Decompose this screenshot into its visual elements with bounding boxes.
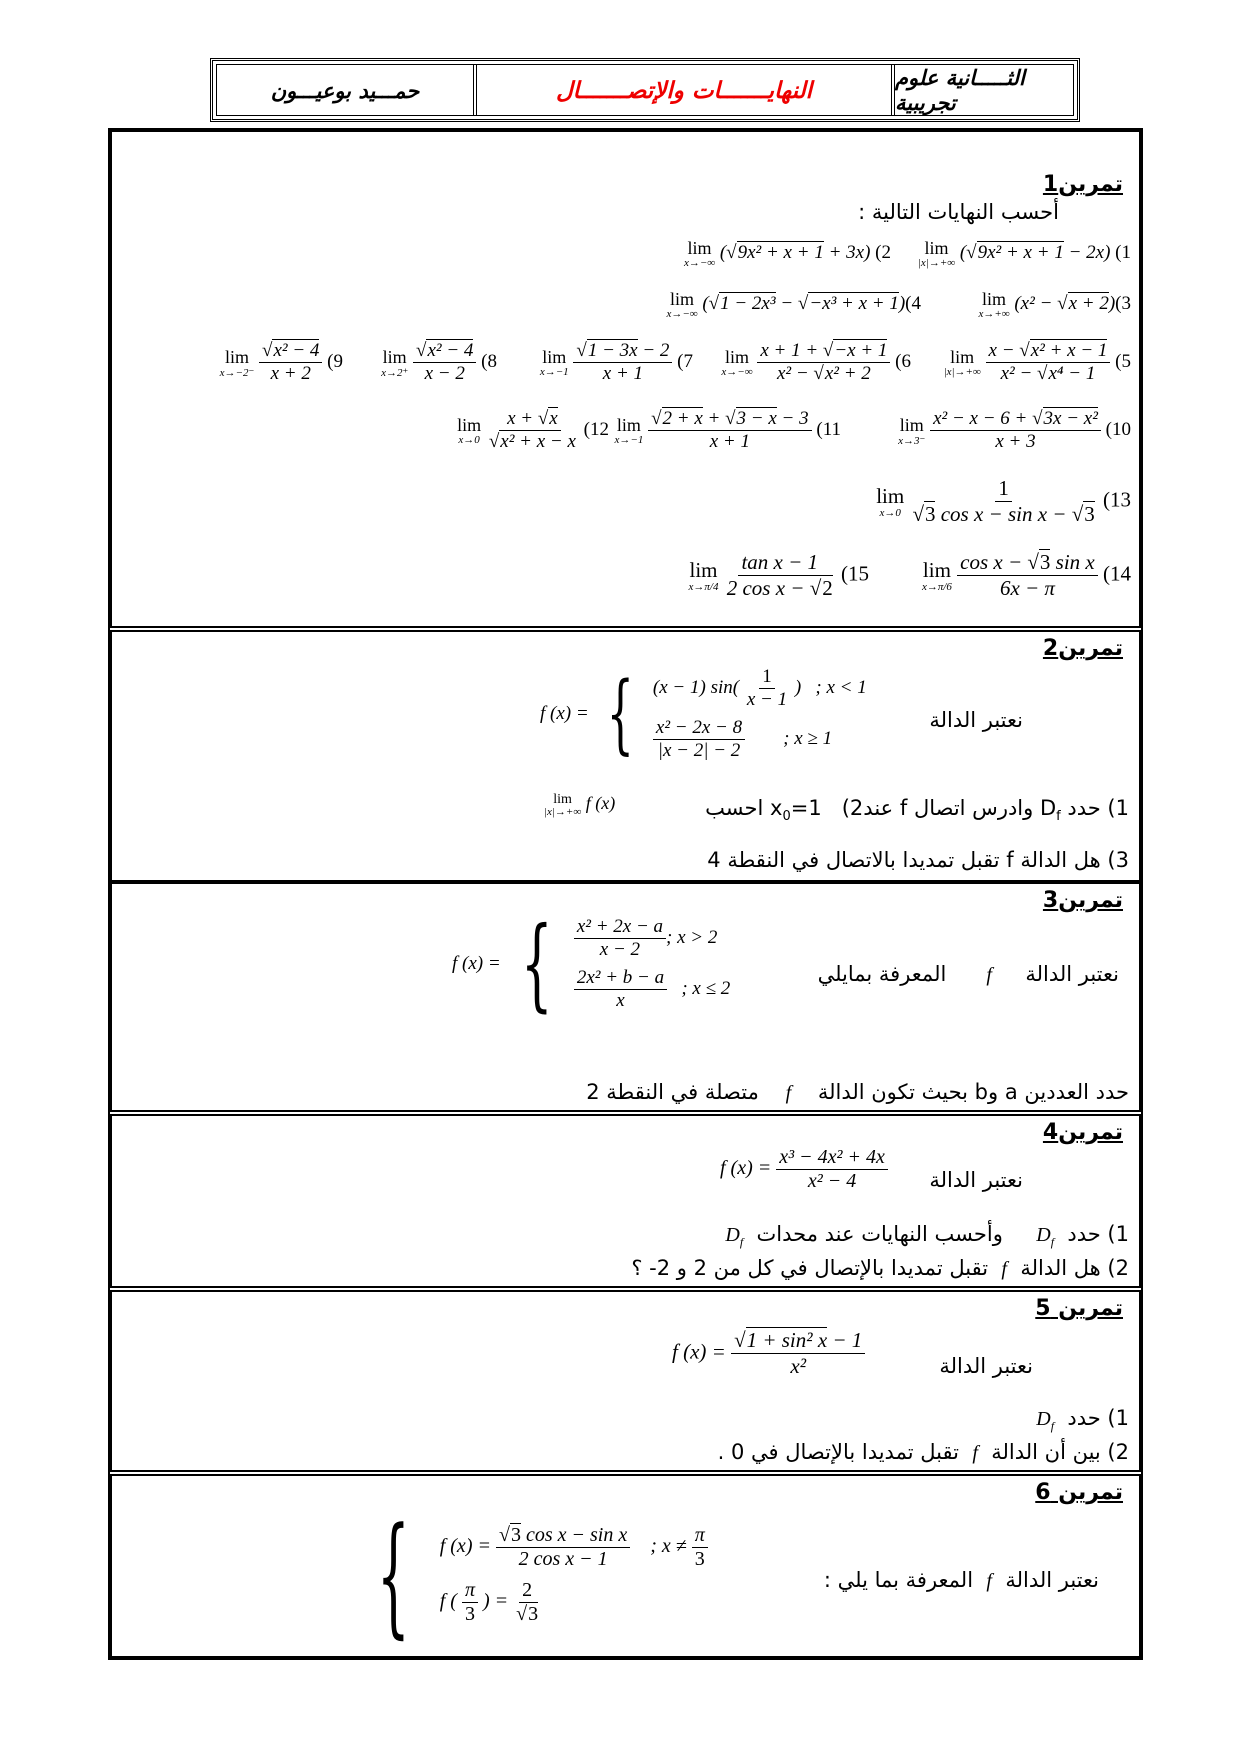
limit-11: lim x→−1 $\frac{√2 + x + √3 - x - 3}{x + 1}$ (11 [614, 408, 841, 452]
exercise-6-intro: نعتبر الدالة f المعرفة بما يلي : [823, 1568, 1099, 1592]
exercise-4-intro: نعتبر الدالة [929, 1168, 1023, 1192]
limit-3: lim x→+∞ (x² − √x + 2)(3 [978, 289, 1131, 320]
limit-12: lim x→0 $\frac{x + √x}{\text{√x² + x − x}}$ (12 [457, 408, 609, 452]
limit-4: lim x→−∞ (√1 − 2x³ − √−x³ + x + 1)(4 [666, 289, 921, 320]
exercise-4-q2: 2) هل الدالة f تقبل تمديدا بالإتصال في كل من 2 و 2- ؟ [631, 1256, 1129, 1280]
limit-6: lim x→−∞ $\frac{x + 1 + √-x + 1}{\text{x² − √x² + 2}}$ (6 [721, 340, 911, 384]
header-title: النهايـــــــات والإتصـــــــال [477, 65, 895, 115]
exercise-2-title: تمرين2 [1042, 636, 1123, 661]
exercise-1-title: تمرين1 [1042, 172, 1123, 197]
exercise-2-q3: 3) هل الدالة f تقبل تمديدا بالاتصال في النقطة 4 [707, 848, 1129, 872]
exercise-4 [110, 1114, 1141, 1288]
limit-5: lim |x|→+∞ $\frac{\text{x − √x² + x − 1}}{\text{x² − √x⁴ − 1}}$ (5 [943, 340, 1131, 384]
limit-7: lim x→−1 $\frac{√1 - 3x - 2}{x + 1}$ (7 [539, 340, 693, 384]
header [210, 58, 1080, 122]
header-author: حمـــيد بوعيـــون [217, 65, 477, 115]
limit-2: lim x→−∞ (√9x² + x + 1 + 3x) (2 [683, 238, 891, 269]
exercise-2-function: f (x) = { (x − 1) sin( $\frac{1}{x - 1}$ ) ; x < 1 $\frac{\text{x² − 2x − 8}}{|x - 2| - 2}$ ; x ≥ 1 [540, 664, 867, 764]
exercise-5-intro: نعتبر الدالة [939, 1354, 1033, 1378]
limit-1: lim |x|→+∞ (√9x² + x + 1 − 2x) (1 [917, 238, 1131, 269]
exercise-5-q1: 1) حدد $D_f$ [1036, 1406, 1129, 1433]
limit-8: lim x→2⁺ $\frac{\text{√x² − 4}}{x - 2}$ (8 [381, 340, 497, 384]
exercise-2 [110, 630, 1141, 882]
exercise-4-title: تمرين4 [1042, 1120, 1123, 1145]
exercise-5-q2: 2) بين أن الدالة f تقبل تمديدا بالإتصال في 0 . [717, 1440, 1129, 1464]
exercise-5-title: تمرين 5 [1035, 1296, 1123, 1321]
exercise-2-q1-q2: 1) حدد $D_f$ وادرس اتصال f عندx$_0$=1 (2 احسب [705, 796, 1129, 825]
exercise-3 [110, 882, 1141, 1112]
exercise-1-instruction: أحسب النهايات التالية : [858, 200, 1059, 224]
exercise-3-function: f (x) = { $\frac{\text{x² + 2x − a}}{x - 2}$ ; x > 2 $\frac{\text{2x² + b − a}}{x}$ ; x ≤ 2 [452, 905, 731, 1022]
exercise-3-title: تمرين3 [1042, 888, 1123, 913]
exercise-4-q1: 1) حدد $D_f$ وأحسب النهايات عند محدات $D_f$ [725, 1222, 1129, 1249]
limit-10: lim x→3⁻ $\frac{\text{x² − x − 6 + √3x − x²}}{x + 3}$ (10 [898, 408, 1131, 452]
exercise-2-limit: lim |x|→+∞ f (x) [544, 792, 616, 818]
limit-15: lim x→π/4 $\frac{\text{tan x − 1}}{\text{2 cos x − √2}}$ (15 [688, 550, 869, 600]
exercise-2-intro: نعتبر الدالة [929, 708, 1023, 732]
exercise-3-question: حدد العددين a وb بحيث تكون الدالة f متصلة في النقطة 2 [586, 1080, 1129, 1104]
limit-9: lim x→−2⁻ $\frac{\text{√x² − 4}}{x + 2}$ (9 [219, 340, 343, 384]
exercise-6-function: { f (x) = $\frac{\text{√3 cos x − sin x}}{\text{2 cos x − 1}}$ ; x ≠ $\frac{\pi}{3}$ f ( $\frac{\pi}{3}$ ) = $\frac{2}{√3}$ [352, 1510, 708, 1640]
header-level: الثـــــانية علوم تجريبية [895, 65, 1025, 115]
exercise-5 [110, 1290, 1141, 1472]
exercise-6 [110, 1474, 1141, 1658]
exercise-4-function: f (x) = $\frac{\text{x³ − 4x² + 4x}}{\text{x² − 4}}$ [720, 1146, 888, 1193]
exercise-5-function: f (x) = $\frac{\text{√1 + sin² x − 1}}{\text{x²}}$ [672, 1328, 865, 1379]
exercise-3-intro: نعتبر الدالة f المعرفة بمايلي [817, 962, 1119, 986]
limit-13: lim x→0 $\frac{1}{\text{√3 cos x − sin x − √3}}$ (13 [876, 476, 1131, 526]
exercise-1 [110, 130, 1141, 628]
limit-14: lim x→π/6 $\frac{\text{cos x − √3 sin x}}{6x - \pi}$ (14 [921, 550, 1131, 600]
exercise-6-title: تمرين 6 [1035, 1480, 1123, 1505]
